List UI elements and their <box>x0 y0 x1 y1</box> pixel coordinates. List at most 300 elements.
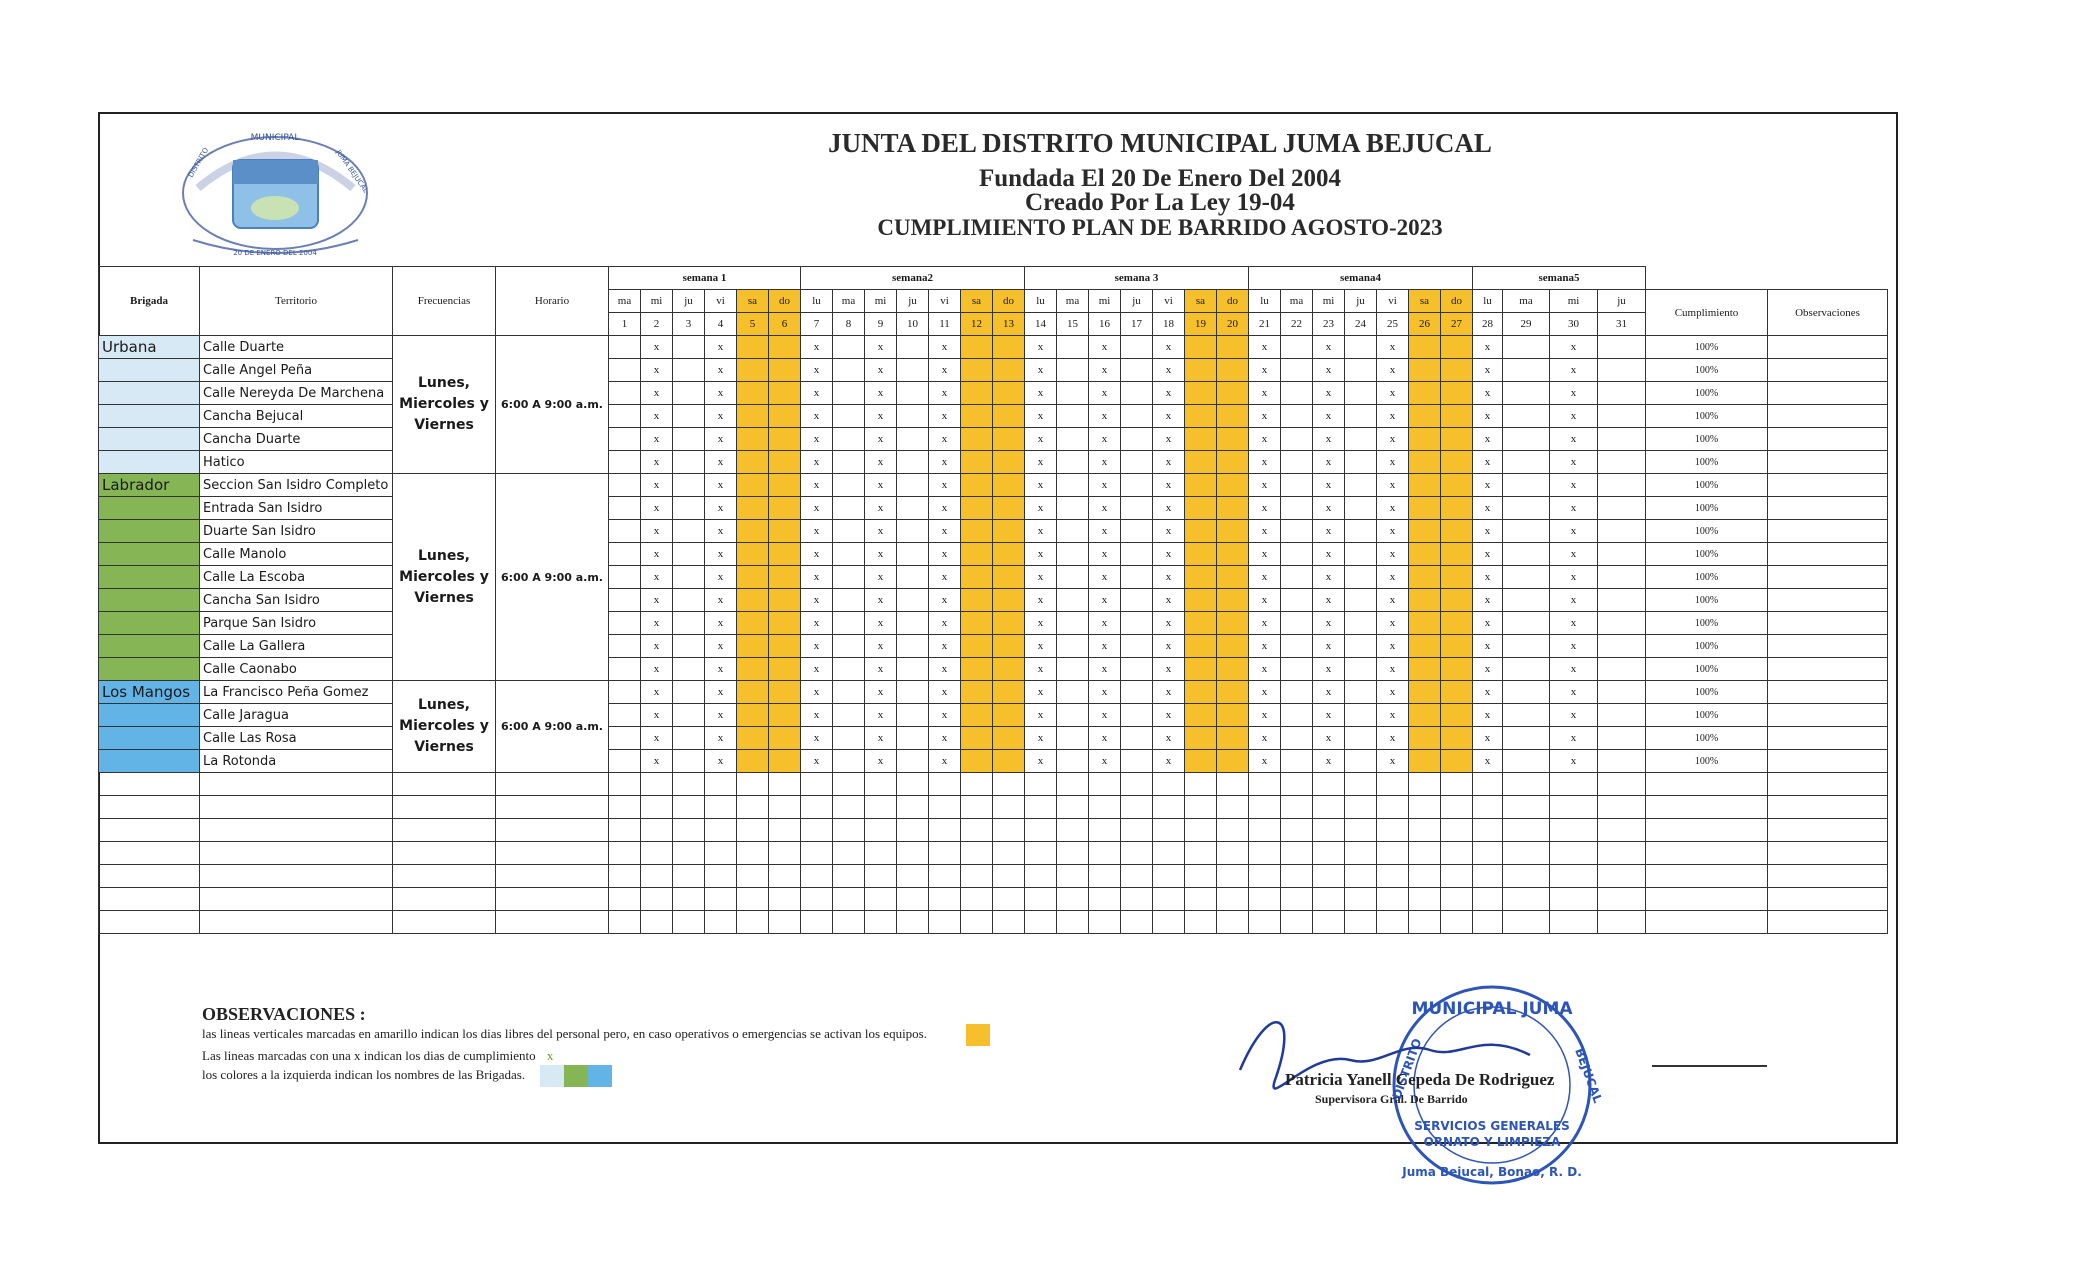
empty-cell <box>1550 911 1598 934</box>
empty-cell <box>1768 796 1888 819</box>
day-mark: x <box>1550 566 1598 589</box>
cumplimiento-cell: 100% <box>1646 405 1768 428</box>
day-mark: x <box>1249 681 1281 704</box>
empty-cell <box>200 819 393 842</box>
day-name-header: vi <box>1153 290 1185 313</box>
empty-cell <box>801 911 833 934</box>
empty-cell <box>99 911 200 934</box>
day-mark: x <box>1313 681 1345 704</box>
empty-cell <box>99 842 200 865</box>
day-cell <box>1345 428 1377 451</box>
day-cell <box>737 635 769 658</box>
day-mark: x <box>929 681 961 704</box>
day-mark: x <box>1377 543 1409 566</box>
empty-cell <box>1313 911 1345 934</box>
empty-cell <box>1598 796 1646 819</box>
day-cell <box>769 566 801 589</box>
day-name-header: vi <box>1377 290 1409 313</box>
day-cell <box>833 704 865 727</box>
day-cell <box>1217 497 1249 520</box>
empty-cell <box>99 796 200 819</box>
day-cell <box>673 566 705 589</box>
table-row <box>99 750 1888 773</box>
empty-cell <box>1345 911 1377 934</box>
day-mark: x <box>1089 451 1121 474</box>
day-mark: x <box>641 589 673 612</box>
day-cell <box>673 727 705 750</box>
territorio-cell: Calle Duarte <box>200 336 393 359</box>
empty-cell <box>1646 865 1768 888</box>
day-mark: x <box>705 451 737 474</box>
day-mark: x <box>1249 474 1281 497</box>
day-cell <box>1441 704 1473 727</box>
day-mark: x <box>1153 658 1185 681</box>
day-cell <box>1598 612 1646 635</box>
empty-cell <box>769 842 801 865</box>
day-number-header: 31 <box>1598 313 1646 336</box>
day-mark: x <box>1473 589 1503 612</box>
day-mark: x <box>1313 750 1345 773</box>
day-cell <box>1217 382 1249 405</box>
day-mark: x <box>1089 635 1121 658</box>
day-mark: x <box>801 566 833 589</box>
day-mark: x <box>801 520 833 543</box>
law-line: Creado Por La Ley 19-04 <box>1025 189 1295 216</box>
founded-line: Fundada El 20 De Enero Del 2004 <box>978 165 1342 192</box>
day-mark: x <box>1153 520 1185 543</box>
day-cell <box>993 727 1025 750</box>
day-mark: x <box>1249 336 1281 359</box>
day-number-header: 30 <box>1550 313 1598 336</box>
observaciones-block <box>202 1005 990 1087</box>
day-cell <box>833 635 865 658</box>
empty-cell <box>1089 911 1121 934</box>
observaciones-cell <box>1768 635 1888 658</box>
day-name-header: sa <box>961 290 993 313</box>
brigada-cell <box>99 497 200 520</box>
brigada-cell <box>99 405 200 428</box>
empty-cell <box>897 888 929 911</box>
day-mark: x <box>1313 405 1345 428</box>
day-cell <box>1217 727 1249 750</box>
day-name-header: mi <box>865 290 897 313</box>
cumplimiento-cell: 100% <box>1646 635 1768 658</box>
day-cell <box>769 681 801 704</box>
day-cell <box>1185 497 1217 520</box>
day-cell <box>769 658 801 681</box>
table-row <box>99 497 1888 520</box>
empty-cell <box>769 819 801 842</box>
day-mark: x <box>1025 589 1057 612</box>
day-cell <box>1281 589 1313 612</box>
day-name-header: ma <box>1503 290 1550 313</box>
day-cell <box>1217 589 1249 612</box>
empty-cell <box>1249 819 1281 842</box>
day-mark: x <box>1550 520 1598 543</box>
observaciones-cell <box>1768 589 1888 612</box>
day-cell <box>833 336 865 359</box>
day-mark: x <box>1025 658 1057 681</box>
empty-cell <box>1503 773 1550 796</box>
day-cell <box>1441 520 1473 543</box>
day-mark: x <box>1025 543 1057 566</box>
day-cell <box>1281 543 1313 566</box>
day-mark: x <box>1550 428 1598 451</box>
brigada-cell <box>99 520 200 543</box>
day-cell <box>1598 727 1646 750</box>
observaciones-cell <box>1768 428 1888 451</box>
empty-cell <box>1503 796 1550 819</box>
territorio-cell: Calle Las Rosa <box>200 727 393 750</box>
cumplimiento-cell: 100% <box>1646 336 1768 359</box>
day-cell <box>737 543 769 566</box>
empty-cell <box>200 911 393 934</box>
day-cell <box>1409 428 1441 451</box>
horario-cell: 6:00 A 9:00 a.m. <box>496 681 609 773</box>
empty-cell <box>1473 842 1503 865</box>
day-mark: x <box>801 428 833 451</box>
day-mark: x <box>865 566 897 589</box>
day-cell <box>833 727 865 750</box>
day-cell <box>961 612 993 635</box>
observaciones-cell <box>1768 704 1888 727</box>
observaciones-cell <box>1768 336 1888 359</box>
day-mark: x <box>1473 750 1503 773</box>
day-mark: x <box>1025 451 1057 474</box>
day-mark: x <box>1089 474 1121 497</box>
day-cell <box>1057 336 1089 359</box>
day-cell <box>609 451 641 474</box>
day-cell <box>993 681 1025 704</box>
day-mark: x <box>705 405 737 428</box>
empty-cell <box>1057 773 1089 796</box>
table-row <box>99 612 1888 635</box>
day-number-header: 17 <box>1121 313 1153 336</box>
day-mark: x <box>1025 612 1057 635</box>
day-cell <box>961 635 993 658</box>
day-name-header: mi <box>1089 290 1121 313</box>
col-header-brigada: Brigada <box>99 267 200 336</box>
day-mark: x <box>1550 359 1598 382</box>
day-name-header: vi <box>705 290 737 313</box>
day-mark: x <box>1550 451 1598 474</box>
day-number-header: 20 <box>1217 313 1249 336</box>
day-mark: x <box>865 635 897 658</box>
day-mark: x <box>1550 635 1598 658</box>
empty-cell <box>1185 819 1217 842</box>
day-cell <box>993 543 1025 566</box>
empty-cell <box>1409 865 1441 888</box>
empty-cell <box>865 773 897 796</box>
day-cell <box>1503 727 1550 750</box>
day-mark: x <box>641 566 673 589</box>
empty-cell <box>1768 773 1888 796</box>
day-mark: x <box>1473 635 1503 658</box>
day-name-header: ju <box>1121 290 1153 313</box>
day-cell <box>993 658 1025 681</box>
day-cell <box>833 566 865 589</box>
day-mark: x <box>1473 382 1503 405</box>
day-mark: x <box>705 589 737 612</box>
day-cell <box>961 451 993 474</box>
empty-cell <box>929 842 961 865</box>
day-mark: x <box>641 612 673 635</box>
day-cell <box>673 474 705 497</box>
day-cell <box>833 382 865 405</box>
empty-cell <box>1153 911 1185 934</box>
empty-cell <box>609 773 641 796</box>
empty-cell <box>1646 842 1768 865</box>
empty-cell <box>1281 911 1313 934</box>
day-cell <box>1217 635 1249 658</box>
empty-cell <box>1121 819 1153 842</box>
day-number-header: 26 <box>1409 313 1441 336</box>
day-cell <box>1121 382 1153 405</box>
empty-cell <box>393 773 496 796</box>
col-header-observaciones: Observaciones <box>1768 290 1888 336</box>
day-cell <box>609 589 641 612</box>
day-number-header: 7 <box>801 313 833 336</box>
day-mark: x <box>1153 566 1185 589</box>
signer-name: Patricia Yanell Cepeda De Rodriguez <box>1285 1070 1555 1089</box>
day-cell <box>1217 681 1249 704</box>
day-mark: x <box>1377 382 1409 405</box>
day-cell <box>1217 566 1249 589</box>
day-cell <box>897 336 929 359</box>
day-mark: x <box>1377 428 1409 451</box>
brigade-color-swatch <box>564 1065 588 1087</box>
observaciones-cell <box>1768 727 1888 750</box>
day-cell <box>1503 359 1550 382</box>
empty-cell <box>1057 842 1089 865</box>
day-cell <box>1441 612 1473 635</box>
day-cell <box>1441 566 1473 589</box>
day-name-header: sa <box>1409 290 1441 313</box>
stamp-top-text: MUNICIPAL JUMA <box>1411 999 1573 1019</box>
empty-cell <box>393 819 496 842</box>
day-mark: x <box>929 428 961 451</box>
day-cell <box>961 497 993 520</box>
empty-cell <box>496 842 609 865</box>
day-cell <box>1185 750 1217 773</box>
empty-cell <box>1281 865 1313 888</box>
brigada-cell <box>99 750 200 773</box>
day-name-header: vi <box>929 290 961 313</box>
empty-cell <box>1473 865 1503 888</box>
day-cell <box>1057 451 1089 474</box>
empty-cell <box>1345 796 1377 819</box>
empty-cell <box>993 773 1025 796</box>
empty-cell <box>99 865 200 888</box>
empty-cell <box>1057 888 1089 911</box>
empty-cell <box>1409 796 1441 819</box>
day-cell <box>1409 451 1441 474</box>
day-mark: x <box>1025 566 1057 589</box>
day-mark: x <box>865 497 897 520</box>
empty-cell <box>1377 888 1409 911</box>
day-mark: x <box>705 566 737 589</box>
day-cell <box>737 382 769 405</box>
empty-cell <box>1768 842 1888 865</box>
day-cell <box>1057 428 1089 451</box>
day-mark: x <box>1550 497 1598 520</box>
day-name-header: sa <box>1185 290 1217 313</box>
day-mark: x <box>929 612 961 635</box>
day-number-header: 14 <box>1025 313 1057 336</box>
empty-cell <box>801 819 833 842</box>
empty-cell <box>496 819 609 842</box>
day-mark: x <box>1153 750 1185 773</box>
day-mark: x <box>801 359 833 382</box>
day-cell <box>1345 566 1377 589</box>
day-cell <box>1121 405 1153 428</box>
day-cell <box>1057 474 1089 497</box>
day-mark: x <box>1089 359 1121 382</box>
frecuencia-cell: Lunes, Miercoles y Viernes <box>393 336 496 474</box>
day-cell <box>673 658 705 681</box>
empty-cell <box>1281 796 1313 819</box>
empty-cell <box>705 911 737 934</box>
empty-row <box>99 842 1888 865</box>
cumplimiento-cell: 100% <box>1646 428 1768 451</box>
day-cell <box>993 382 1025 405</box>
empty-cell <box>801 842 833 865</box>
day-cell <box>1345 681 1377 704</box>
day-mark: x <box>1153 428 1185 451</box>
day-cell <box>1503 589 1550 612</box>
day-cell <box>1345 382 1377 405</box>
observaciones-title: OBSERVACIONES : <box>202 1004 366 1024</box>
day-mark: x <box>1153 727 1185 750</box>
empty-cell <box>1025 842 1057 865</box>
empty-cell <box>1121 796 1153 819</box>
day-mark: x <box>1249 359 1281 382</box>
brigade-color-swatch <box>588 1065 612 1087</box>
day-cell <box>609 359 641 382</box>
day-cell <box>1345 727 1377 750</box>
day-cell <box>673 382 705 405</box>
plan-title: CUMPLIMIENTO PLAN DE BARRIDO AGOSTO-2023 <box>877 215 1443 240</box>
day-cell <box>1057 497 1089 520</box>
empty-cell <box>1249 773 1281 796</box>
day-cell <box>1409 681 1441 704</box>
territorio-cell: Calle Caonabo <box>200 658 393 681</box>
day-cell <box>833 428 865 451</box>
day-name-header: ma <box>1281 290 1313 313</box>
day-cell <box>1121 727 1153 750</box>
day-mark: x <box>1089 336 1121 359</box>
territorio-cell: Calle Jaragua <box>200 704 393 727</box>
day-mark: x <box>1550 727 1598 750</box>
day-cell <box>897 405 929 428</box>
empty-cell <box>1153 865 1185 888</box>
day-mark: x <box>1473 497 1503 520</box>
stamp-left-text: DISTRITO <box>1389 1036 1425 1102</box>
col-header-horario: Horario <box>496 267 609 336</box>
day-cell <box>993 704 1025 727</box>
obs-line-yellow: las lineas verticales marcadas en amarillo indican los dias libres del personal pero, en caso operativos o emergencias se activan los equipos. <box>202 1026 927 1041</box>
empty-cell <box>961 796 993 819</box>
empty-cell <box>737 796 769 819</box>
brigada-cell <box>99 451 200 474</box>
day-mark: x <box>865 520 897 543</box>
day-cell <box>737 474 769 497</box>
empty-cell <box>200 773 393 796</box>
day-cell <box>1281 635 1313 658</box>
day-cell <box>1409 727 1441 750</box>
day-mark: x <box>1313 704 1345 727</box>
empty-cell <box>833 888 865 911</box>
empty-cell <box>1550 796 1598 819</box>
empty-cell <box>1217 796 1249 819</box>
territorio-cell: Hatico <box>200 451 393 474</box>
empty-cell <box>1217 911 1249 934</box>
empty-cell <box>929 888 961 911</box>
day-cell <box>961 543 993 566</box>
empty-cell <box>737 911 769 934</box>
day-mark: x <box>1249 428 1281 451</box>
brigada-cell <box>99 704 200 727</box>
empty-cell <box>496 796 609 819</box>
day-cell <box>609 382 641 405</box>
day-mark: x <box>1313 497 1345 520</box>
day-name-header: ma <box>833 290 865 313</box>
day-cell <box>1281 727 1313 750</box>
day-cell <box>673 359 705 382</box>
day-mark: x <box>865 612 897 635</box>
day-mark: x <box>641 336 673 359</box>
day-cell <box>833 497 865 520</box>
empty-cell <box>393 842 496 865</box>
day-mark: x <box>1025 474 1057 497</box>
day-mark: x <box>801 474 833 497</box>
day-cell <box>1057 750 1089 773</box>
col-header-frecuencias: Frecuencias <box>393 267 496 336</box>
empty-cell <box>833 796 865 819</box>
empty-cell <box>1249 865 1281 888</box>
day-cell <box>1598 428 1646 451</box>
empty-cell <box>1441 842 1473 865</box>
day-mark: x <box>1473 451 1503 474</box>
empty-cell <box>1598 911 1646 934</box>
day-mark: x <box>705 543 737 566</box>
day-name-header: lu <box>1025 290 1057 313</box>
day-mark: x <box>801 750 833 773</box>
day-mark: x <box>1473 543 1503 566</box>
table-row <box>99 727 1888 750</box>
empty-cell <box>769 865 801 888</box>
day-name-header: lu <box>1473 290 1503 313</box>
territorio-cell: Cancha San Isidro <box>200 589 393 612</box>
day-cell <box>1057 382 1089 405</box>
territorio-cell: Calle La Escoba <box>200 566 393 589</box>
brigada-cell <box>99 359 200 382</box>
day-cell <box>673 497 705 520</box>
observaciones-cell <box>1768 474 1888 497</box>
day-cell <box>961 566 993 589</box>
day-name-header: do <box>1441 290 1473 313</box>
day-mark: x <box>1089 681 1121 704</box>
day-mark: x <box>1249 704 1281 727</box>
empty-cell <box>1503 888 1550 911</box>
day-cell <box>1281 750 1313 773</box>
week-header: semana5 <box>1473 267 1646 290</box>
day-mark: x <box>1377 635 1409 658</box>
day-mark: x <box>705 474 737 497</box>
day-mark: x <box>865 681 897 704</box>
cumplimiento-cell: 100% <box>1646 382 1768 405</box>
day-mark: x <box>1473 681 1503 704</box>
